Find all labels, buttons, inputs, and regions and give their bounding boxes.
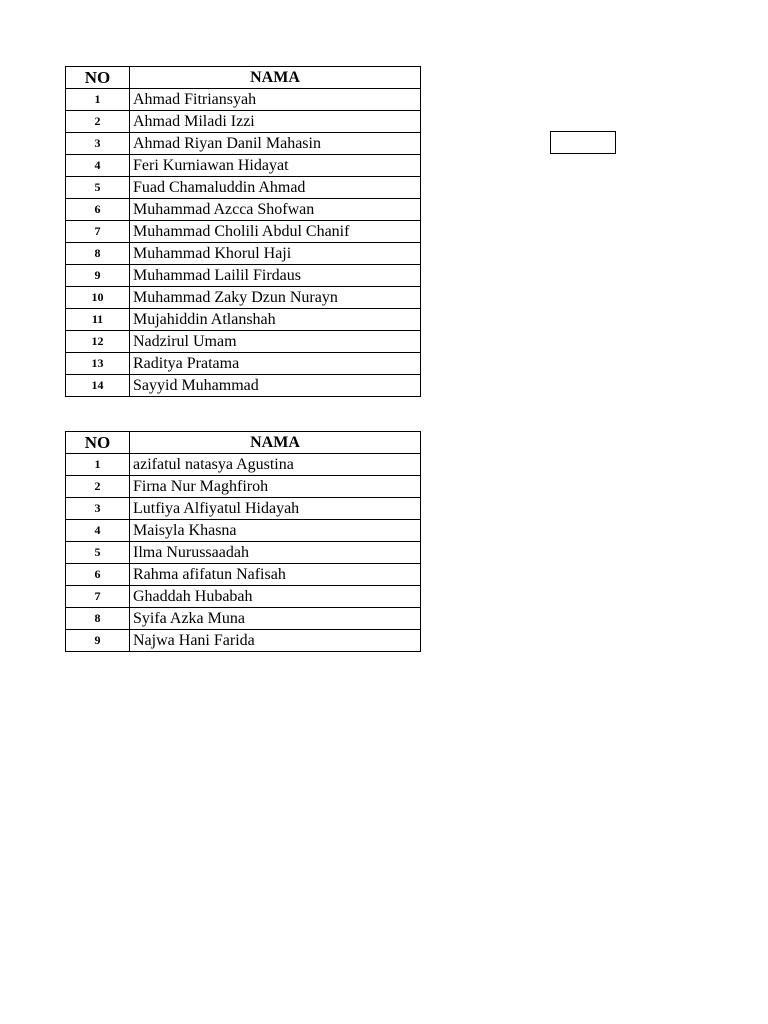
table-row (66, 353, 421, 375)
table-row (66, 454, 421, 476)
table-header-row (66, 432, 421, 454)
table-row (66, 542, 421, 564)
table-row (66, 564, 421, 586)
student-name: Ilma Nurussaadah (130, 542, 421, 564)
table-row (66, 177, 421, 199)
row-number: 8 (66, 243, 130, 265)
table-row (66, 476, 421, 498)
table-row (66, 199, 421, 221)
student-name: Maisyla Khasna (130, 520, 421, 542)
student-name: Raditya Pratama (130, 353, 421, 375)
student-name: azifatul natasya Agustina (130, 454, 421, 476)
row-number: 10 (66, 287, 130, 309)
student-name: Sayyid Muhammad (130, 375, 421, 397)
row-number: 13 (66, 353, 130, 375)
student-name: Nadzirul Umam (130, 331, 421, 353)
table-row (66, 111, 421, 133)
table-row (66, 287, 421, 309)
student-name: Syifa Azka Muna (130, 608, 421, 630)
table-row (66, 243, 421, 265)
row-number: 3 (66, 133, 130, 155)
row-number: 8 (66, 608, 130, 630)
table-row (66, 155, 421, 177)
row-number: 7 (66, 221, 130, 243)
row-number: 9 (66, 630, 130, 652)
table-row (66, 133, 421, 155)
table-row (66, 309, 421, 331)
row-number: 1 (66, 454, 130, 476)
row-number: 11 (66, 309, 130, 331)
student-name: Ghaddah Hubabah (130, 586, 421, 608)
row-number: 2 (66, 476, 130, 498)
table-body-1 (66, 89, 421, 397)
student-name: Muhammad Azcca Shofwan (130, 199, 421, 221)
column-header-no: NO (66, 67, 130, 89)
table-row (66, 221, 421, 243)
table-row (66, 89, 421, 111)
name-table-1 (65, 66, 421, 397)
student-name: Mujahiddin Atlanshah (130, 309, 421, 331)
table-row (66, 375, 421, 397)
row-number: 6 (66, 564, 130, 586)
empty-bordered-cell (550, 131, 616, 154)
student-name: Fuad Chamaluddin Ahmad (130, 177, 421, 199)
row-number: 7 (66, 586, 130, 608)
row-number: 14 (66, 375, 130, 397)
table-row (66, 608, 421, 630)
student-name: Ahmad Fitriansyah (130, 89, 421, 111)
column-header-nama: NAMA (130, 67, 421, 89)
student-name: Firna Nur Maghfiroh (130, 476, 421, 498)
table-header-row (66, 67, 421, 89)
student-name: Rahma afifatun Nafisah (130, 564, 421, 586)
row-number: 5 (66, 177, 130, 199)
student-name: Muhammad Lailil Firdaus (130, 265, 421, 287)
student-name: Lutfiya Alfiyatul Hidayah (130, 498, 421, 520)
student-name: Muhammad Khorul Haji (130, 243, 421, 265)
row-number: 12 (66, 331, 130, 353)
table-row (66, 498, 421, 520)
table-row (66, 265, 421, 287)
table-row (66, 586, 421, 608)
student-name: Najwa Hani Farida (130, 630, 421, 652)
student-name: Muhammad Zaky Dzun Nurayn (130, 287, 421, 309)
table-row (66, 630, 421, 652)
row-number: 5 (66, 542, 130, 564)
row-number: 4 (66, 155, 130, 177)
row-number: 1 (66, 89, 130, 111)
student-name: Muhammad Cholili Abdul Chanif (130, 221, 421, 243)
student-name: Feri Kurniawan Hidayat (130, 155, 421, 177)
row-number: 6 (66, 199, 130, 221)
name-table-2 (65, 431, 421, 652)
row-number: 3 (66, 498, 130, 520)
student-name: Ahmad Riyan Danil Mahasin (130, 133, 421, 155)
column-header-no: NO (66, 432, 130, 454)
student-name: Ahmad Miladi Izzi (130, 111, 421, 133)
row-number: 2 (66, 111, 130, 133)
table-row (66, 520, 421, 542)
column-header-nama: NAMA (130, 432, 421, 454)
table-row (66, 331, 421, 353)
row-number: 4 (66, 520, 130, 542)
row-number: 9 (66, 265, 130, 287)
table-body-2 (66, 454, 421, 652)
